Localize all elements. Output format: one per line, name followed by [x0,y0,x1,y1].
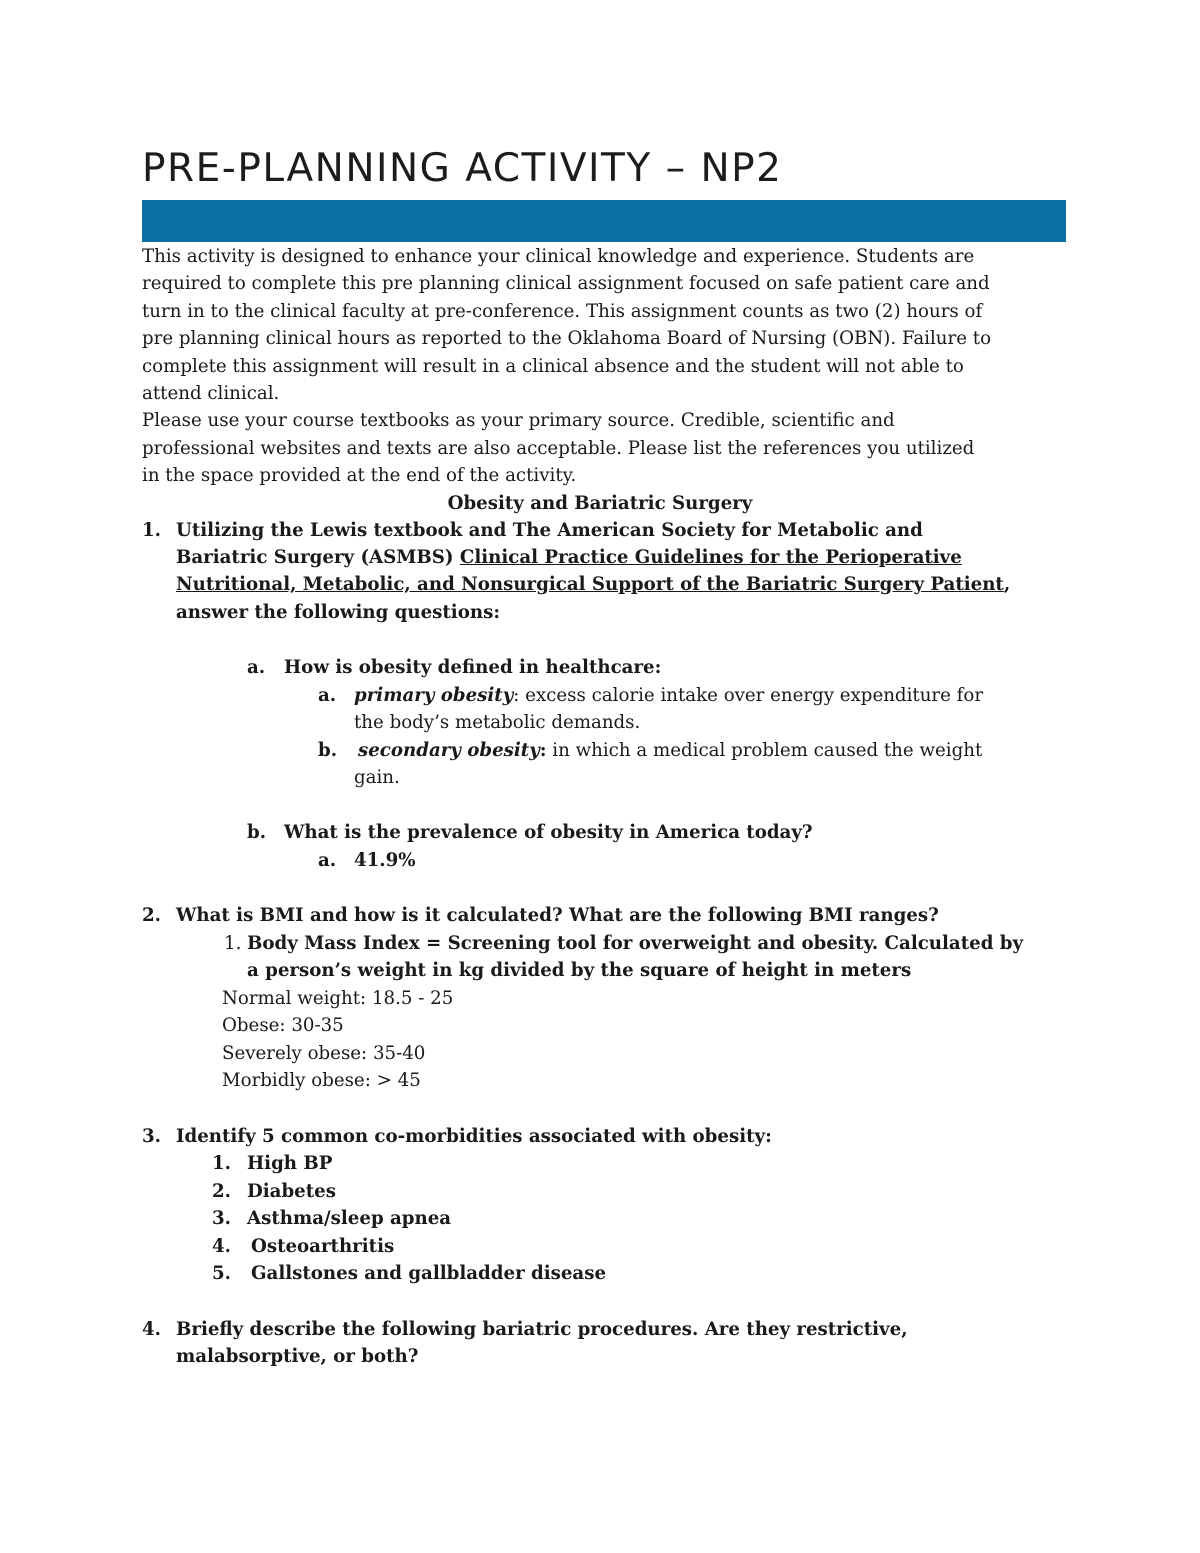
list-marker: 1. [212,1153,231,1174]
guidelines-link[interactable]: Clinical Practice Guidelines for the Perioperative [459,547,962,568]
sub-question-text: What is the prevalence of obesity in America today? [284,822,813,843]
answer-part: : [539,740,547,761]
intro-line: required to complete this pre planning clinical assignment focused on safe patient care and [142,273,990,295]
bmi-range: Morbidly obese: > 45 [222,1070,421,1091]
title-accent-bar [142,200,1066,242]
question-text: Utilizing the Lewis textbook and The American Society for Metabolic and [176,520,923,541]
answer-marker: b. [318,740,338,761]
sub-question-text: How is obesity defined in healthcare: [284,657,662,678]
answer-marker: 1. [224,933,242,954]
answer-part: in which a medical problem caused the weight [546,740,983,761]
question-text [176,571,1010,598]
list-marker: 4. [212,1236,231,1257]
answer-text: gain. [354,767,400,788]
intro-text [142,243,1067,490]
list-marker: 3. [212,1208,231,1229]
answer-term: secondary obesity [358,740,540,761]
intro-line: attend clinical. [142,383,280,405]
question-number: 1. [142,520,161,541]
answer-marker: a. [318,850,337,871]
question-text: What is BMI and how is it calculated? What are the following BMI ranges? [176,905,939,926]
answer-text: the body’s metabolic demands. [354,712,641,733]
bmi-range: Obese: 30-35 [222,1015,344,1036]
answer-text: Body Mass Index = Screening tool for overweight and obesity. Calculated by [247,933,1024,954]
question-number: 3. [142,1126,161,1147]
question-text: Identify 5 common co-morbidities associated with obesity: [176,1126,772,1147]
list-marker: 2. [212,1181,231,1202]
comorbidity-item: Asthma/sleep apnea [247,1208,452,1229]
comorbidity-item: High BP [247,1153,333,1174]
answer-marker: a. [318,685,337,706]
page-title: PRE-PLANNING ACTIVITY – NP2 [142,146,783,191]
section-heading: Obesity and Bariatric Surgery [447,493,753,514]
answer-text [354,682,983,709]
guidelines-link[interactable]: Nutritional, Metabolic, and Nonsurgical Support of the Bariatric Surgery Patient [176,574,1004,595]
intro-line: turn in to the clinical faculty at pre-conference. This assignment counts as two (2) hours of [142,300,983,322]
question-number: 4. [142,1319,161,1340]
answer-text [358,737,982,764]
question-text: malabsorptive, or both? [176,1346,419,1367]
question-text: answer the following questions: [176,602,501,623]
list-marker: 5. [212,1263,231,1284]
comorbidity-item: Gallstones and gallbladder disease [251,1263,607,1284]
answer-text: 41.9% [354,850,416,871]
question-text: Briefly describe the following bariatric procedures. Are they restrictive, [176,1319,908,1340]
question-text [176,544,962,571]
bmi-range: Normal weight: 18.5 - 25 [222,988,454,1009]
intro-line: in the space provided at the end of the activity. [142,465,577,487]
sub-question-marker: a. [247,657,266,678]
intro-line: pre planning clinical hours as reported to the Oklahoma Board of Nursing (OBN). Failure to [142,328,992,350]
answer-part: : excess calorie intake over energy expenditure for [513,685,984,706]
question-text-part: , [1003,574,1011,595]
intro-line: Please use your course textbooks as your primary source. Credible, scientific and [142,410,895,432]
intro-line: professional websites and texts are also acceptable. Please list the references you utilized [142,437,975,459]
bmi-range: Severely obese: 35-40 [222,1043,426,1064]
question-number: 2. [142,905,161,926]
question-text-part: Bariatric Surgery (ASMBS) [176,547,460,568]
intro-line: complete this assignment will result in a clinical absence and the student will not able to [142,355,964,377]
comorbidity-item: Diabetes [247,1181,336,1202]
comorbidity-item: Osteoarthritis [251,1236,395,1257]
answer-text: a person’s weight in kg divided by the square of height in meters [247,960,912,981]
sub-question-marker: b. [247,822,267,843]
intro-line: This activity is designed to enhance your clinical knowledge and experience. Students are [142,246,975,267]
answer-term: primary obesity [354,685,514,706]
